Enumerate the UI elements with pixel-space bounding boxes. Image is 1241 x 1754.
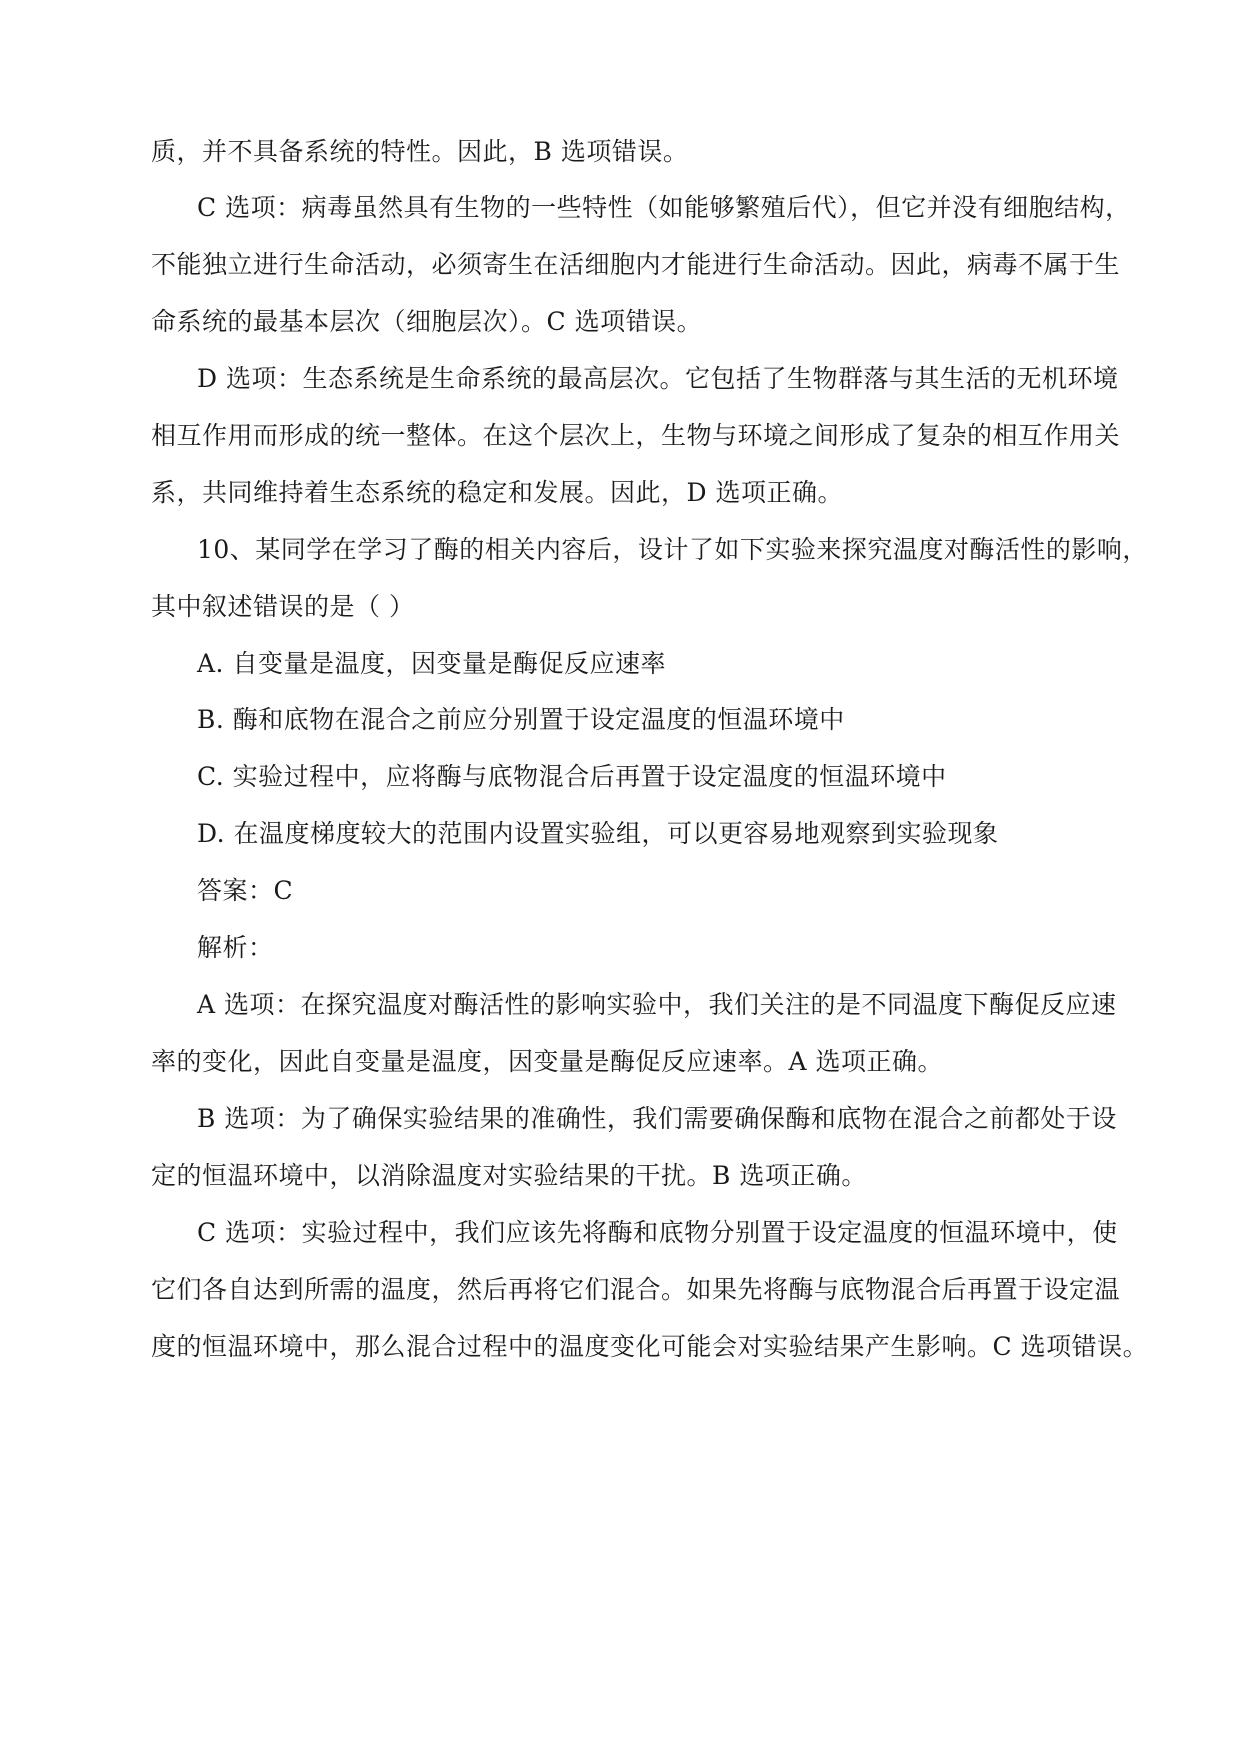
question-title: 其中叙述错误的是（ ） — [151, 592, 415, 621]
text-line: 它们各自达到所需的温度，然后再将它们混合。如果先将酶与底物混合后再置于设定温 — [151, 1275, 1121, 1304]
text-line: 定的恒温环境中，以消除温度对实验结果的干扰。B 选项正确。 — [151, 1161, 867, 1190]
text-line: 系，共同维持着生态系统的稳定和发展。因此，D 选项正确。 — [151, 478, 843, 507]
text-line: 度的恒温环境中，那么混合过程中的温度变化可能会对实验结果产生影响。C 选项错误。 — [151, 1332, 1149, 1361]
analysis-heading: 解析： — [197, 933, 274, 962]
text-line: 命系统的最基本层次（细胞层次）。C 选项错误。 — [151, 307, 703, 336]
text-line: 相互作用而形成的统一整体。在这个层次上，生物与环境之间形成了复杂的相互作用关 — [151, 421, 1121, 450]
text-line: A 选项：在探究温度对酶活性的影响实验中，我们关注的是不同温度下酶促反应速 — [197, 990, 1117, 1019]
question-title: 10、某同学在学习了酶的相关内容后，设计了如下实验来探究温度对酶活性的影响， — [197, 535, 1148, 564]
text-line: D 选项：生态系统是生命系统的最高层次。它包括了生物群落与其生活的无机环境 — [197, 364, 1119, 393]
option-d: D. 在温度梯度较大的范围内设置实验组，可以更容易地观察到实验现象 — [197, 819, 999, 848]
option-a: A. 自变量是温度，因变量是酶促反应速率 — [197, 649, 666, 678]
text-line: C 选项：病毒虽然具有生物的一些特性（如能够繁殖后代），但它并没有细胞结构， — [197, 193, 1131, 222]
text-line: B 选项：为了确保实验结果的准确性，我们需要确保酶和底物在混合之前都处于设 — [197, 1104, 1117, 1133]
option-b: B. 酶和底物在混合之前应分别置于设定温度的恒温环境中 — [197, 705, 845, 734]
option-c: C. 实验过程中，应将酶与底物混合后再置于设定温度的恒温环境中 — [197, 762, 947, 791]
text-line: 率的变化，因此自变量是温度，因变量是酶促反应速率。A 选项正确。 — [151, 1047, 944, 1076]
text-line: 质，并不具备系统的特性。因此，B 选项错误。 — [151, 137, 689, 166]
text-line: C 选项：实验过程中，我们应该先将酶和底物分别置于设定温度的恒温环境中，使 — [197, 1218, 1118, 1247]
answer: 答案：C — [197, 876, 294, 905]
text-line: 不能独立进行生命活动，必须寄生在活细胞内才能进行生命活动。因此，病毒不属于生 — [151, 250, 1121, 279]
